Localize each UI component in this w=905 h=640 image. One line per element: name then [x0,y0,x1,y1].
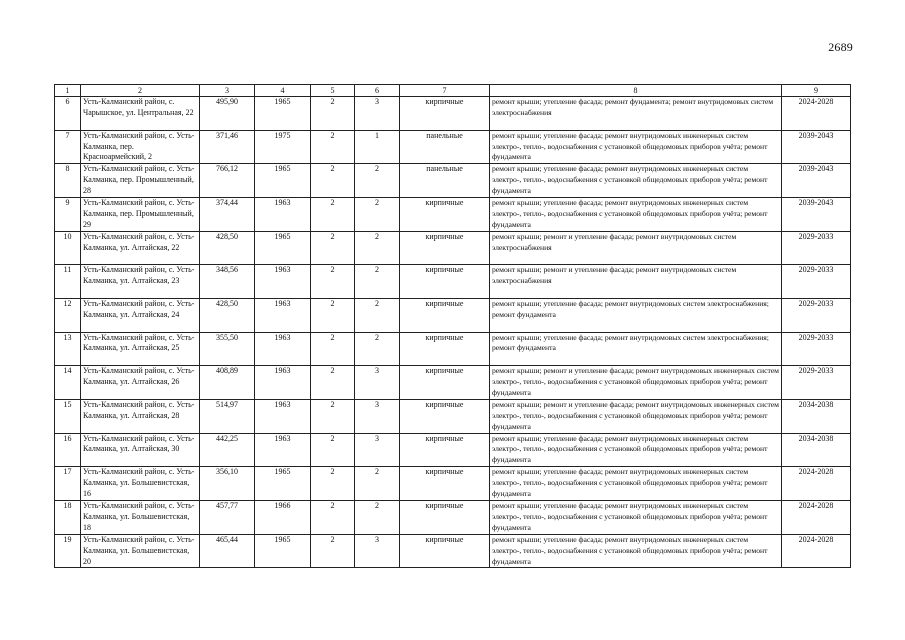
entrances-cell: 2 [355,467,400,501]
table-row [55,265,851,299]
year-built-cell: 1965 [255,164,311,198]
table-row [55,298,851,332]
address-cell: Усть-Калманский район, с. Усть-Калманка, ул. Алтайская, 24 [81,298,200,332]
address-cell: Усть-Калманский район, с. Усть-Калманка, ул. Алтайская, 28 [81,399,200,433]
year-built-cell: 1963 [255,265,311,299]
repair-period-cell: 2024-2028 [782,97,851,131]
address-cell: Усть-Калманский район, с. Усть-Калманка, ул. Алтайская, 26 [81,366,200,400]
area-cell: 442,25 [200,433,255,467]
floors-cell: 2 [311,298,355,332]
floors-cell: 2 [311,399,355,433]
address-cell: Усть-Калманский район, с. Усть-Калманка, ул. Алтайская, 30 [81,433,200,467]
repair-period-cell: 2039-2043 [782,198,851,232]
table-row [55,332,851,366]
area-cell: 428,50 [200,231,255,265]
address-cell: Усть-Калманский район, с. Усть-Калманка, ул. Большевистская, 16 [81,467,200,501]
repair-works-cell: ремонт крыши; утепление фасада; ремонт внутридомовых инженерных систем электро-, тепло-, водоснабжения с установкой общедомовых приборов учёта; ремонт фундамента [490,467,782,501]
area-cell: 514,97 [200,399,255,433]
entrances-cell: 2 [355,198,400,232]
address-cell: Усть-Калманский район, с. Усть-Калманка, ул. Алтайская, 23 [81,265,200,299]
repair-works-cell: ремонт крыши; утепление фасада; ремонт внутридомовых инженерных систем электро-, тепло-, водоснабжения с установкой общедомовых приборов учёта; ремонт фундамента [490,130,782,164]
table-row [55,433,851,467]
address-cell: Усть-Калманский район, с. Чарышское, ул. Центральная, 22 [81,97,200,131]
row-number: 15 [55,399,81,433]
row-number: 16 [55,433,81,467]
repair-works-cell: ремонт крыши; ремонт и утепление фасада; ремонт внутридомовых инженерных систем электро-, тепло-, водоснабжения с установкой общедомовых приборов учёта; ремонт фундамента [490,399,782,433]
wall-material-cell: кирпичные [400,501,490,535]
row-number: 18 [55,501,81,535]
table-row [55,501,851,535]
wall-material-cell: кирпичные [400,198,490,232]
year-built-cell: 1975 [255,130,311,164]
wall-material-cell: панельные [400,164,490,198]
entrances-cell: 3 [355,534,400,568]
entrances-cell: 3 [355,97,400,131]
floors-cell: 2 [311,534,355,568]
table-row [55,198,851,232]
entrances-cell: 2 [355,231,400,265]
column-number: 7 [400,85,490,97]
column-number: 3 [200,85,255,97]
entrances-cell: 3 [355,433,400,467]
area-cell: 428,50 [200,298,255,332]
year-built-cell: 1963 [255,399,311,433]
floors-cell: 2 [311,265,355,299]
wall-material-cell: кирпичные [400,366,490,400]
year-built-cell: 1963 [255,366,311,400]
wall-material-cell: кирпичные [400,298,490,332]
column-number-row [55,85,851,97]
entrances-cell: 3 [355,399,400,433]
repair-works-cell: ремонт крыши; утепление фасада; ремонт внутридомовых инженерных систем электро-, тепло-, водоснабжения с установкой общедомовых приборов учёта; ремонт фундамента [490,433,782,467]
row-number: 13 [55,332,81,366]
floors-cell: 2 [311,130,355,164]
page-number: 2689 [828,40,853,54]
repair-period-cell: 2034-2038 [782,399,851,433]
column-number: 6 [355,85,400,97]
table-row [55,164,851,198]
repair-works-cell: ремонт крыши; утепление фасада; ремонт внутридомовых систем электроснабжения; ремонт фундамента [490,298,782,332]
table-row [55,97,851,131]
area-cell: 356,10 [200,467,255,501]
row-number: 8 [55,164,81,198]
area-cell: 766,12 [200,164,255,198]
floors-cell: 2 [311,97,355,131]
wall-material-cell: кирпичные [400,534,490,568]
entrances-cell: 2 [355,164,400,198]
floors-cell: 2 [311,332,355,366]
address-cell: Усть-Калманский район, с. Усть-Калманка, пер. Промышленный, 28 [81,164,200,198]
repair-period-cell: 2039-2043 [782,130,851,164]
wall-material-cell: кирпичные [400,332,490,366]
wall-material-cell: кирпичные [400,433,490,467]
area-cell: 355,50 [200,332,255,366]
year-built-cell: 1966 [255,501,311,535]
repair-works-cell: ремонт крыши; утепление фасада; ремонт внутридомовых инженерных систем электро-, тепло-, водоснабжения с установкой общедомовых приборов учёта; ремонт фундамента [490,501,782,535]
wall-material-cell: кирпичные [400,231,490,265]
repair-period-cell: 2029-2033 [782,332,851,366]
repair-works-cell: ремонт крыши; утепление фасада; ремонт внутридомовых инженерных систем электро-, тепло-, водоснабжения с установкой общедомовых приборов учёта; ремонт фундамента [490,198,782,232]
year-built-cell: 1963 [255,298,311,332]
row-number: 19 [55,534,81,568]
repair-works-cell: ремонт крыши; утепление фасада; ремонт внутридомовых систем электроснабжения; ремонт фундамента [490,332,782,366]
repair-works-cell: ремонт крыши; ремонт и утепление фасада; ремонт внутридомовых систем электроснабжения [490,231,782,265]
row-number: 9 [55,198,81,232]
area-cell: 374,44 [200,198,255,232]
column-number: 9 [782,85,851,97]
housing-register-table [54,84,851,568]
floors-cell: 2 [311,366,355,400]
repair-works-cell: ремонт крыши; утепление фасада; ремонт внутридомовых инженерных систем электро-, тепло-, водоснабжения с установкой общедомовых приборов учёта; ремонт фундамента [490,534,782,568]
entrances-cell: 2 [355,265,400,299]
year-built-cell: 1963 [255,198,311,232]
year-built-cell: 1965 [255,534,311,568]
row-number: 17 [55,467,81,501]
row-number: 11 [55,265,81,299]
entrances-cell: 3 [355,366,400,400]
year-built-cell: 1965 [255,231,311,265]
repair-period-cell: 2029-2033 [782,366,851,400]
address-cell: Усть-Калманский район, с. Усть-Калманка, пер. Красноармейский, 2 [81,130,200,164]
repair-period-cell: 2029-2033 [782,265,851,299]
year-built-cell: 1963 [255,332,311,366]
wall-material-cell: панельные [400,130,490,164]
entrances-cell: 2 [355,332,400,366]
row-number: 7 [55,130,81,164]
area-cell: 348,56 [200,265,255,299]
column-number: 1 [55,85,81,97]
wall-material-cell: кирпичные [400,399,490,433]
row-number: 10 [55,231,81,265]
repair-period-cell: 2034-2038 [782,433,851,467]
table-row [55,467,851,501]
address-cell: Усть-Калманский район, с. Усть-Калманка, ул. Алтайская, 25 [81,332,200,366]
address-cell: Усть-Калманский район, с. Усть-Калманка, ул. Алтайская, 22 [81,231,200,265]
floors-cell: 2 [311,231,355,265]
table-row [55,231,851,265]
repair-period-cell: 2029-2033 [782,298,851,332]
table-row [55,130,851,164]
column-number: 4 [255,85,311,97]
table-row [55,534,851,568]
year-built-cell: 1965 [255,97,311,131]
column-number: 2 [81,85,200,97]
repair-works-cell: ремонт крыши; утепление фасада; ремонт внутридомовых инженерных систем электро-, тепло-, водоснабжения с установкой общедомовых приборов учёта; ремонт фундамента [490,164,782,198]
repair-period-cell: 2024-2028 [782,534,851,568]
area-cell: 371,46 [200,130,255,164]
repair-period-cell: 2039-2043 [782,164,851,198]
area-cell: 408,89 [200,366,255,400]
address-cell: Усть-Калманский район, с. Усть-Калманка, ул. Большевистская, 18 [81,501,200,535]
table-row [55,366,851,400]
entrances-cell: 2 [355,298,400,332]
address-cell: Усть-Калманский район, с. Усть-Калманка, ул. Большевистская, 20 [81,534,200,568]
repair-works-cell: ремонт крыши; утепление фасада; ремонт фундамента; ремонт внутридомовых систем электроснабжения [490,97,782,131]
column-number: 5 [311,85,355,97]
repair-works-cell: ремонт крыши; ремонт и утепление фасада; ремонт внутридомовых инженерных систем электро-, тепло-, водоснабжения с установкой общедомовых приборов учёта; ремонт фундамента [490,366,782,400]
entrances-cell: 2 [355,501,400,535]
floors-cell: 2 [311,467,355,501]
year-built-cell: 1965 [255,467,311,501]
wall-material-cell: кирпичные [400,467,490,501]
wall-material-cell: кирпичные [400,97,490,131]
floors-cell: 2 [311,198,355,232]
floors-cell: 2 [311,501,355,535]
repair-period-cell: 2024-2028 [782,467,851,501]
repair-works-cell: ремонт крыши; ремонт и утепление фасада; ремонт внутридомовых систем электроснабжения [490,265,782,299]
area-cell: 465,44 [200,534,255,568]
address-cell: Усть-Калманский район, с. Усть-Калманка, пер. Промышленный, 29 [81,198,200,232]
year-built-cell: 1963 [255,433,311,467]
row-number: 12 [55,298,81,332]
floors-cell: 2 [311,433,355,467]
row-number: 14 [55,366,81,400]
wall-material-cell: кирпичные [400,265,490,299]
area-cell: 495,90 [200,97,255,131]
column-number: 8 [490,85,782,97]
floors-cell: 2 [311,164,355,198]
table-row [55,399,851,433]
entrances-cell: 1 [355,130,400,164]
repair-period-cell: 2029-2033 [782,231,851,265]
area-cell: 457,77 [200,501,255,535]
row-number: 6 [55,97,81,131]
repair-period-cell: 2024-2028 [782,501,851,535]
